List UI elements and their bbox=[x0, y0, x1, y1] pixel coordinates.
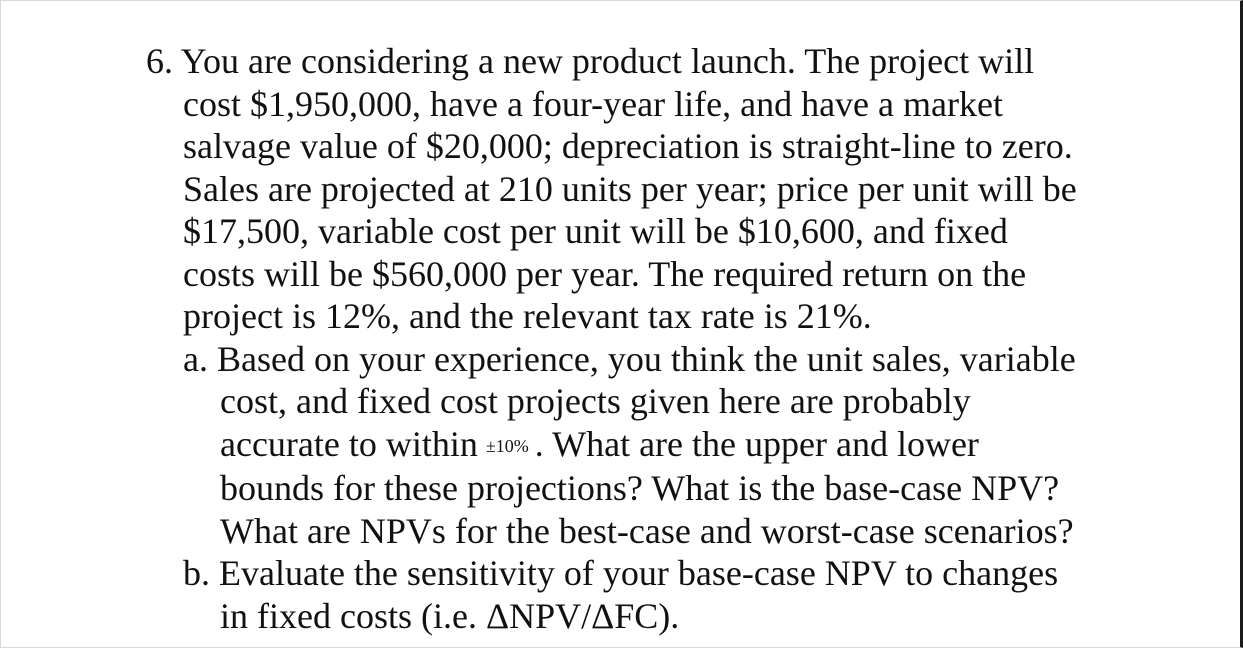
part-a-line-3-end: . What are the upper and lower bbox=[534, 423, 979, 464]
problem-line-1: 6. You are considering a new product launch. The project will bbox=[146, 41, 1035, 81]
tolerance-value: ±10% bbox=[485, 435, 529, 456]
part-a-line-3 bbox=[146, 423, 1126, 468]
part-a-line-3-start: accurate to within bbox=[220, 423, 478, 464]
part-b bbox=[146, 552, 1126, 637]
part-b-line-1: b. Evaluate the sensitivity of your base-case NPV to changes bbox=[183, 553, 1059, 593]
problem-line-4: Sales are projected at 210 units per year; price per unit will be bbox=[183, 168, 1077, 209]
part-a-line-1: a. Based on your experience, you think the unit sales, variable bbox=[183, 338, 1076, 379]
problem-line-5: $17,500, variable cost per unit will be $10,600, and fixed bbox=[183, 211, 1008, 251]
problem-6 bbox=[146, 40, 1126, 637]
problem-line-2: cost $1,950,000, have a four-year life, and have a market bbox=[183, 83, 1003, 124]
problem-line-7: project is 12%, and the relevant tax rate is 21%. bbox=[183, 296, 872, 336]
part-b-line-2: in fixed costs (i.e. ΔNPV/ΔFC). bbox=[220, 595, 680, 636]
problem-line-6: costs will be $560,000 per year. The required return on the bbox=[183, 253, 1027, 294]
part-a-line-5: What are NPVs for the best-case and worst-case scenarios? bbox=[220, 510, 1074, 551]
problem-line-3: salvage value of $20,000; depreciation is straight-line to zero. bbox=[183, 126, 1073, 166]
part-a-line-4: bounds for these projections? What is the base-case NPV? bbox=[220, 468, 1060, 508]
part-a-line-2: cost, and fixed cost projects given here are probably bbox=[220, 381, 971, 421]
part-a bbox=[146, 338, 1126, 553]
